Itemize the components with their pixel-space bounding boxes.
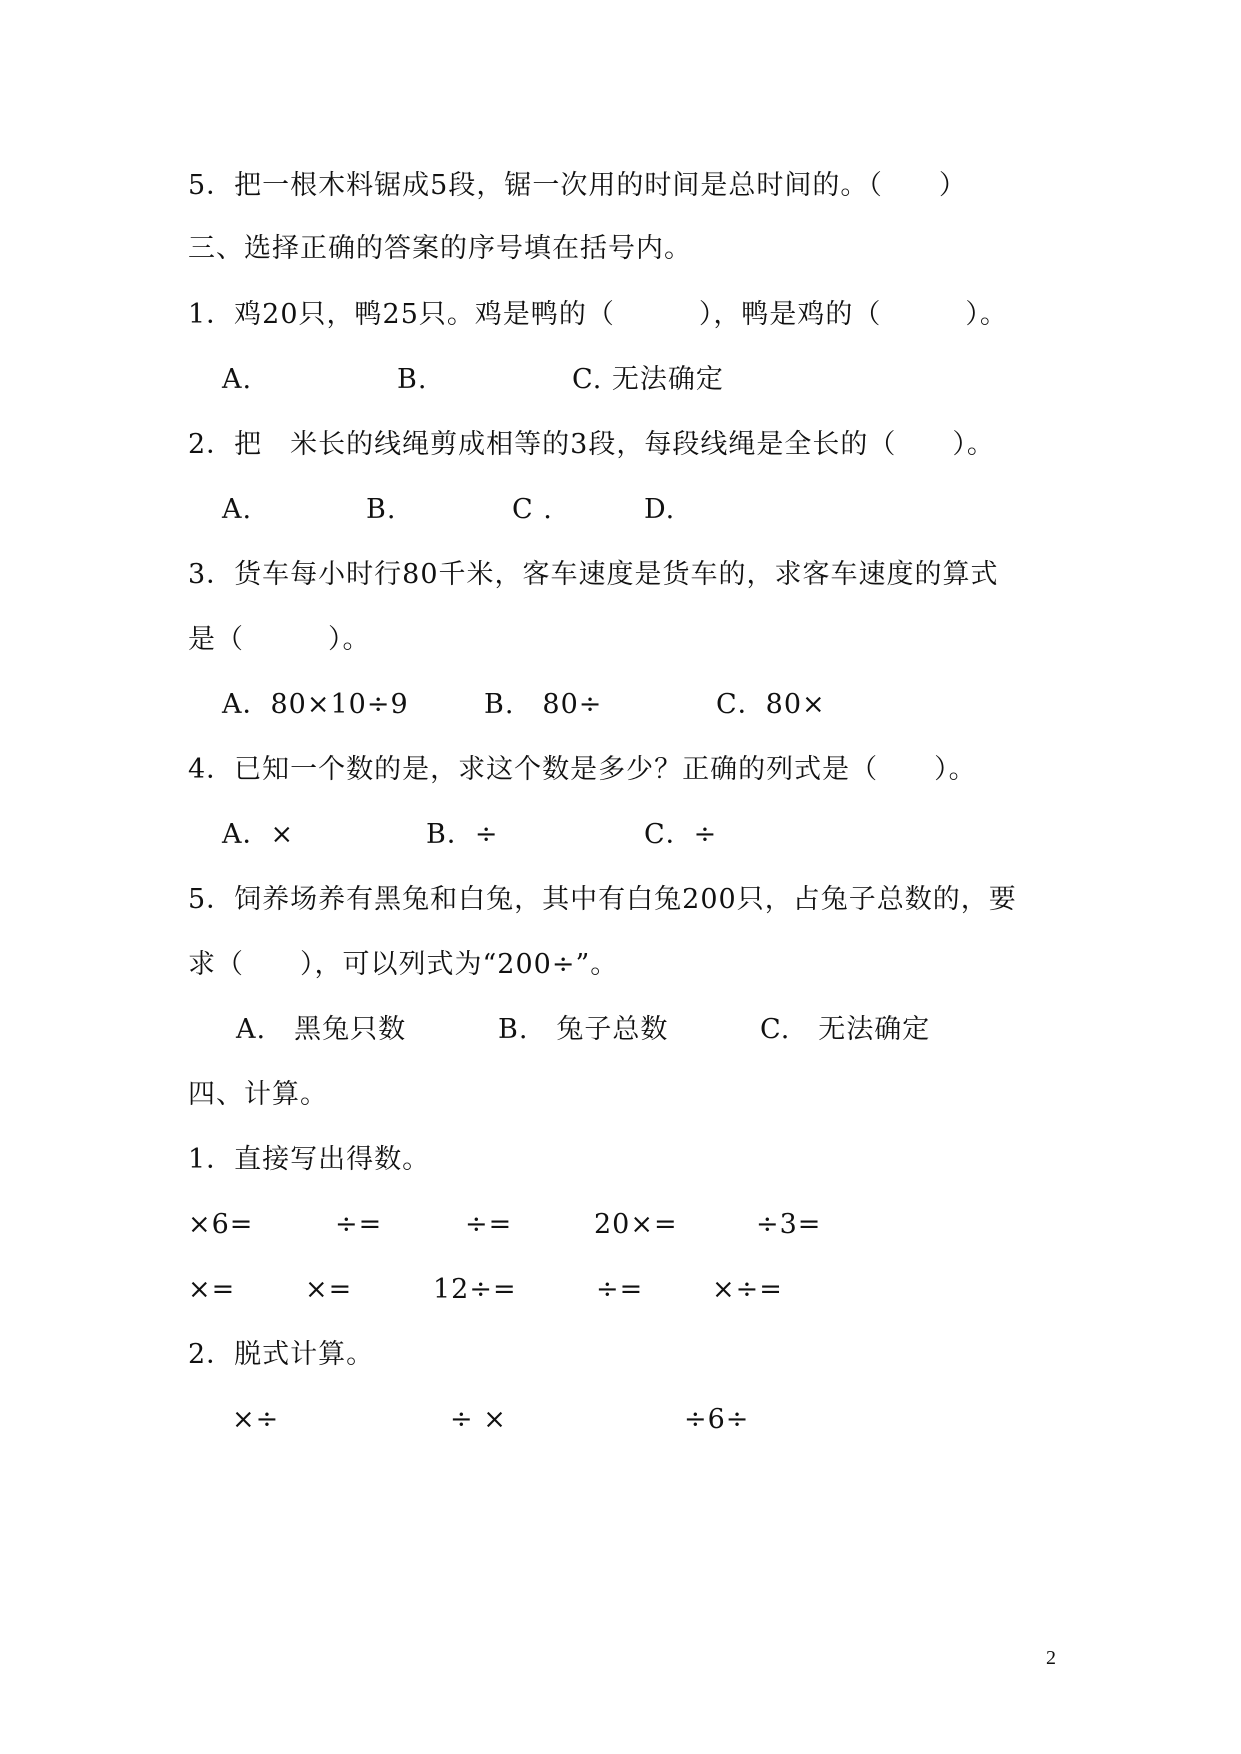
question-3-5-stem-line1: 5．饲养场养有黑兔和白兔，其中有白兔200只，占兔子总数的，要 — [188, 884, 1017, 915]
mental-math-item: ÷= — [335, 1209, 383, 1240]
question-3-2-option-b: B. — [366, 494, 397, 525]
question-3-5-stem-line2: 求（ ），可以列式为“200÷”。 — [188, 949, 619, 980]
mental-math-item: 12÷= — [433, 1274, 517, 1305]
question-3-2-option-d: D. — [644, 494, 676, 525]
step-calculation-item: ÷ × — [450, 1404, 507, 1435]
question-3-3-option-c: C．80× — [716, 689, 826, 720]
question-3-1-option-b: B. — [397, 364, 428, 395]
question-3-1-option-a: A. — [222, 364, 253, 395]
question-3-2-option-a: A. — [222, 494, 253, 525]
step-calculation-item: ÷6÷ — [684, 1404, 750, 1435]
mental-math-item: ÷3= — [756, 1209, 822, 1240]
mental-math-item: ×= — [188, 1274, 236, 1305]
mental-math-item: ÷= — [465, 1209, 513, 1240]
question-3-4-stem: 4．已知一个数的是，求这个数是多少？正确的列式是（ ）。 — [188, 754, 977, 785]
question-3-2-option-c: C . — [512, 494, 553, 525]
question-3-4-option-a: A．× — [222, 819, 295, 850]
question-3-1-option-c: C. 无法确定 — [572, 364, 724, 395]
question-3-5-option-c: C. 无法确定 — [760, 1014, 931, 1045]
section-4-part-1-title: 1．直接写出得数。 — [188, 1144, 431, 1175]
page-number: 2 — [1046, 1647, 1056, 1669]
question-3-4-option-b: B．÷ — [426, 819, 499, 850]
mental-math-item: ×= — [305, 1274, 353, 1305]
mental-math-item: ×÷= — [712, 1274, 783, 1305]
section-4-heading: 四、计算。 — [188, 1079, 328, 1110]
question-3-5-option-b: B. 兔子总数 — [498, 1014, 669, 1045]
question-3-5-option-a: A. 黑兔只数 — [236, 1014, 407, 1045]
question-3-2-stem: 2．把 米长的线绳剪成相等的3段，每段线绳是全长的（ ）。 — [188, 429, 995, 460]
question-2-5: 5．把一根木料锯成5段，锯一次用的时间是总时间的。（ ） — [188, 170, 967, 201]
question-3-1-stem: 1．鸡20只，鸭25只。鸡是鸭的（ ），鸭是鸡的（ ）。 — [188, 299, 1008, 330]
section-3-heading: 三、选择正确的答案的序号填在括号内。 — [188, 233, 692, 264]
question-3-3-stem-line2: 是（ ）。 — [188, 624, 371, 655]
section-4-part-2-title: 2．脱式计算。 — [188, 1339, 375, 1370]
mental-math-item: ×6= — [188, 1209, 254, 1240]
question-3-3-option-a: A．80×10÷9 — [222, 689, 409, 720]
question-3-3-stem-line1: 3．货车每小时行80千米，客车速度是货车的，求客车速度的算式 — [188, 559, 999, 590]
mental-math-item: 20×= — [594, 1209, 678, 1240]
question-3-4-option-c: C．÷ — [644, 819, 718, 850]
question-3-3-option-b: B. 80÷ — [484, 689, 603, 720]
mental-math-item: ÷= — [596, 1274, 644, 1305]
step-calculation-item: ×÷ — [232, 1404, 280, 1435]
